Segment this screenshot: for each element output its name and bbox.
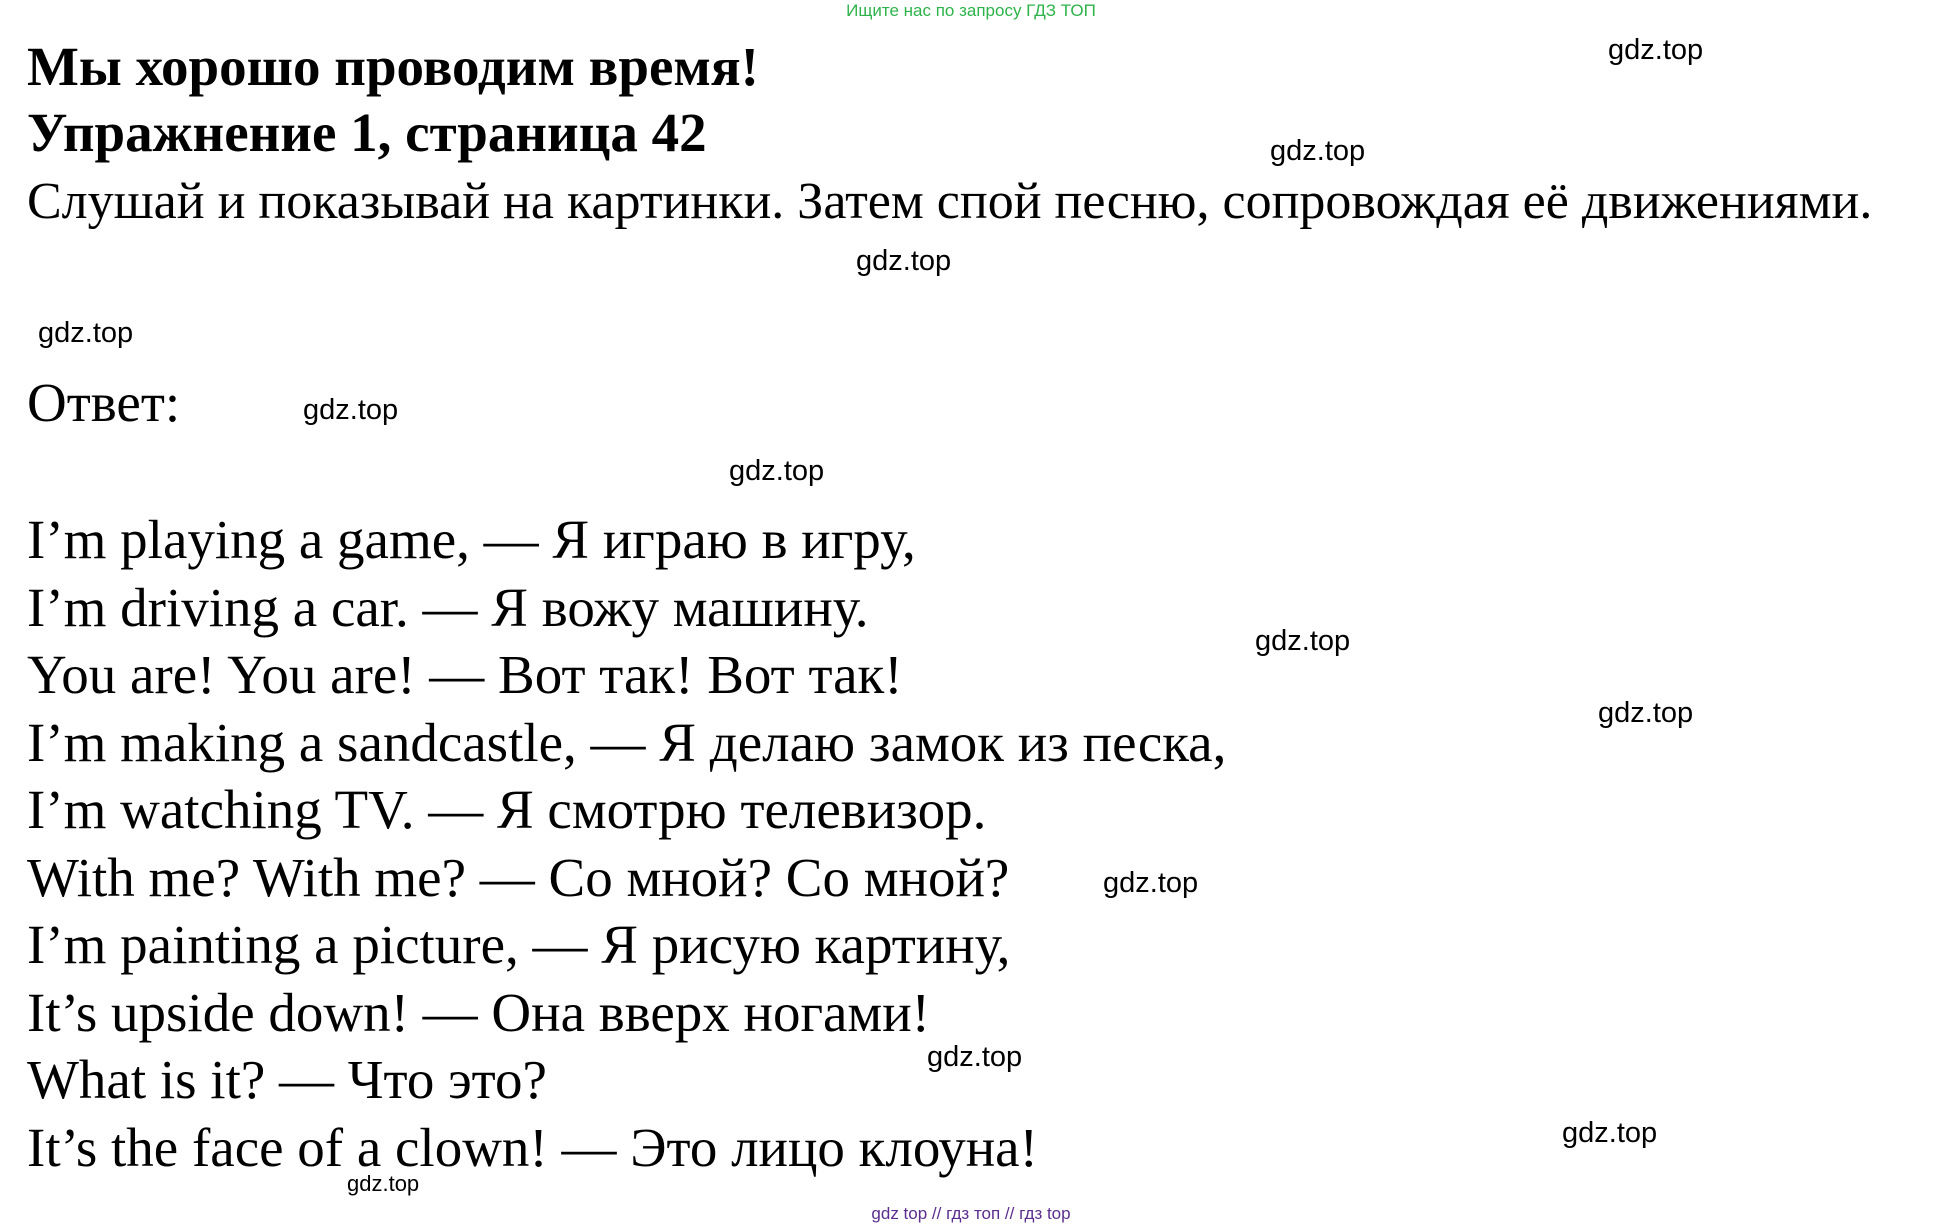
- watermark: gdz.top: [1255, 625, 1351, 657]
- footer-note: gdz top // гдз топ // гдз top: [871, 1204, 1071, 1223]
- lyric-line: What is it? — Что это?: [27, 1049, 547, 1110]
- lyric-line: I’m making a sandcastle, — Я делаю замок из песка,: [27, 711, 1227, 773]
- watermark: gdz.top: [1608, 34, 1704, 66]
- lyric-line: I’m driving a car. — Я вожу машину.: [27, 576, 869, 638]
- watermark: gdz.top: [303, 394, 399, 426]
- answer-label: Ответ:: [27, 372, 181, 433]
- lyric-line: You are! You are! — Вот так! Вот так!: [27, 644, 903, 705]
- watermark: gdz.top: [1270, 135, 1366, 167]
- watermark: gdz.top: [1103, 867, 1199, 899]
- lyric-line: I’m watching TV. — Я смотрю телевизор.: [27, 779, 987, 840]
- exercise-instruction: Слушай и показывай на картинки. Затем спой песню, сопровождая её движениями.: [27, 173, 1873, 230]
- watermark: gdz.top: [856, 245, 952, 277]
- watermark: gdz.top: [1562, 1117, 1658, 1149]
- watermark: gdz.top: [38, 317, 134, 349]
- lyric-line: I’m playing a game, — Я играю в игру,: [27, 509, 916, 570]
- top-search-note: Ищите нас по запросу ГДЗ ТОП: [846, 1, 1096, 20]
- watermark: gdz.top: [729, 455, 825, 487]
- lyric-line: It’s the face of a clown! — Это лицо клоуна!: [27, 1116, 1038, 1178]
- watermark: gdz.top: [927, 1041, 1023, 1073]
- watermark: gdz.top: [1598, 697, 1694, 729]
- lyric-line: It’s upside down! — Она вверх ногами!: [27, 981, 930, 1043]
- lyric-line: With me? With me? — Со мной? Со мной?: [27, 846, 1010, 908]
- song-lyrics: [27, 506, 1226, 1181]
- exercise-heading: Упражнение 1, страница 42: [27, 102, 707, 163]
- page-title: Мы хорошо проводим время!: [27, 36, 759, 97]
- lyric-line: I’m painting a picture, — Я рисую картину,: [27, 914, 1011, 975]
- watermark: gdz.top: [347, 1171, 420, 1196]
